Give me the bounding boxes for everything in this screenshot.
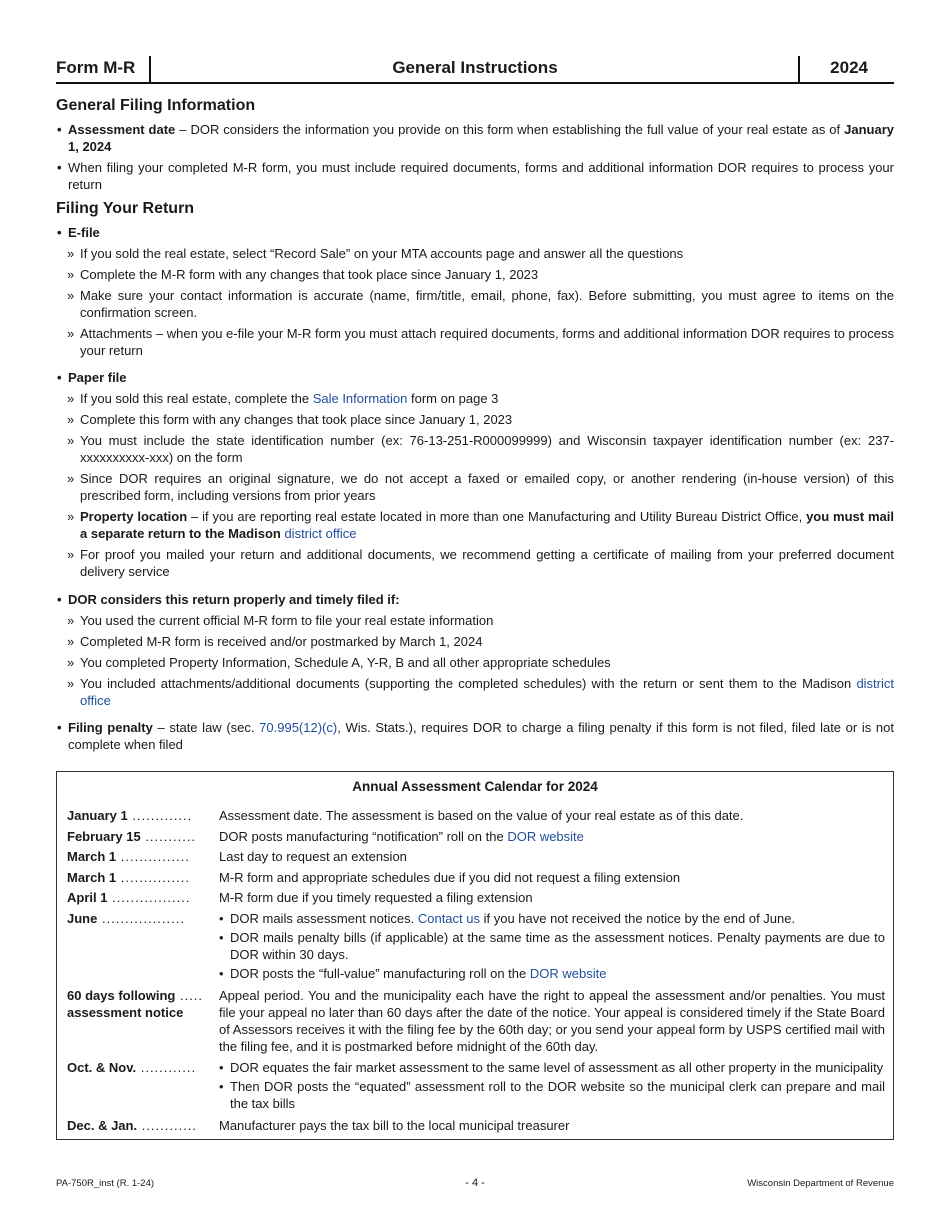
list-item: • Filing penalty – state law (sec. 70.995(12)(c), Wis. Stats.), requires DOR to charge a filing penalty if this form is not filed, filed late or is not complete when filed: [56, 719, 894, 753]
list-item: • When filing your completed M-R form, you must include required documents, forms and additional information DOR requires to process your return: [56, 159, 894, 193]
dor-website-link[interactable]: DOR website: [529, 965, 607, 981]
list-item: » Make sure your contact information is accurate (name, firm/title, email, phone, fax). Before submitting, you must agree to items on the confirmation screen.: [56, 287, 894, 321]
section-heading-filing: Filing Your Return: [56, 200, 195, 217]
form-number: Form M-R: [56, 58, 136, 77]
form-header: [56, 56, 894, 84]
list-item: » If you sold the real estate, select “Record Sale” on your MTA accounts page and answer all the questions: [56, 245, 894, 262]
calendar-row: Oct. & Nov. ............ • DOR equates the fair market assessment to the same level of assessment as all other property in the municipality • Then DOR posts the “equated” assessment roll to the DOR website so the municipal clerk can prepare and mail the tax bills: [67, 1059, 885, 1114]
list-item: » You included attachments/additional documents (supporting the completed schedules) with the return or sent them to the Madison district office: [56, 675, 894, 709]
general-info-list: [56, 121, 894, 197]
calendar-row: March 1 ............... Last day to request an extension: [67, 849, 407, 864]
list-item: » Completed M-R form is received and/or postmarked by March 1, 2024: [56, 633, 894, 650]
section-heading-general: General Filing Information: [56, 97, 256, 114]
timely-filed-list: [56, 591, 894, 713]
paper-file-list: [56, 369, 894, 584]
form-year: 2024: [830, 58, 868, 77]
calendar-title: Annual Assessment Calendar for 2024: [352, 779, 598, 794]
list-item: » You completed Property Information, Schedule A, Y-R, B and all other appropriate schedules: [56, 654, 894, 671]
calendar-row: January 1 ............. Assessment date. The assessment is based on the value of your real estate as of this date.: [67, 808, 744, 823]
calendar-row: 60 days following ..... assessment notice Appeal period. You and the municipality each have the right to appeal the assessment and/or penalties. You must file your appeal no later than 60 days after the date of the notice. Your appeal is considered timely if the State Board of Assessors receives it with the filing fee by the 60th day; or you send your appeal form by USPS certified mail with the filing fee, and it is postmarked before midnight of the 60th day.: [67, 988, 885, 1054]
contact-us-link[interactable]: Contact us: [417, 910, 480, 926]
list-item: » For proof you mailed your return and additional documents, we recommend getting a certificate of mailing from your preferred document delivery service: [56, 546, 894, 580]
list-item: » Complete the M-R form with any changes that took place since January 1, 2023: [56, 266, 894, 283]
calendar-row: Dec. & Jan. ............ Manufacturer pays the tax bill to the local municipal treasurer: [67, 1118, 570, 1133]
list-item: » You must include the state identification number (ex: 76-13-251-R000099999) and Wisconsin taxpayer identification number (ex: 237-xxxxxxxxxx-xxx) on the form: [56, 432, 894, 466]
header-divider: [798, 56, 800, 82]
dor-website-link[interactable]: DOR website: [507, 828, 584, 844]
list-item: » You used the current official M-R form to file your real estate information: [56, 612, 894, 629]
list-item: » Attachments – when you e-file your M-R form you must attach required documents, forms and additional information DOR requires to process your return: [56, 325, 894, 359]
list-item: • Assessment date – DOR considers the information you provide on this form when establishing the full value of your real estate as of January 1, 2024: [56, 121, 894, 155]
page-title: General Instructions: [392, 58, 558, 77]
list-item: • E-file: [56, 224, 894, 241]
district-office-link[interactable]: district office: [284, 526, 357, 541]
assessment-calendar: [56, 771, 894, 1140]
list-item: » Property location – if you are reporting real estate located in more than one Manufacturing and Utility Bureau District Office, you must mail a separate return to the Madison district office: [56, 508, 894, 542]
sale-information-link[interactable]: Sale Information: [312, 391, 408, 406]
agency-name: Wisconsin Department of Revenue: [747, 1178, 894, 1189]
page-number: - 4 -: [465, 1177, 485, 1189]
efile-list: [56, 224, 894, 363]
list-item: • DOR considers this return properly and timely filed if:: [56, 591, 894, 608]
calendar-row: March 1 ............... M-R form and appropriate schedules due if you did not request a filing extension: [67, 869, 681, 885]
list-item: » Complete this form with any changes that took place since January 1, 2023: [56, 411, 894, 428]
filing-penalty: [56, 719, 894, 757]
calendar-row: April 1 ................. M-R form due if you timely requested a filing extension: [67, 890, 533, 905]
list-item: » Since DOR requires an original signature, we do not accept a faxed or emailed copy, or another rendering (in-house version) of this prescribed form, including versions from prior years: [56, 470, 894, 504]
form-code: PA-750R_inst (R. 1-24): [56, 1178, 155, 1189]
district-office-link[interactable]: district office: [80, 676, 894, 708]
calendar-row: February 15 ........... DOR posts manufacturing “notification” roll on the DOR website: [67, 828, 584, 844]
calendar-row: June .................. • DOR mails assessment notices. Contact us if you have not received the notice by the end of June. • DOR mails penalty bills (if applicable) at the same time as the assessment notices. Penalty payments are due to DOR within 30 days. • DOR posts the “full-value” manufacturing roll on the DOR website: [67, 910, 885, 984]
statute-link[interactable]: 70.995(12)(c): [259, 720, 338, 735]
list-item: • Paper file: [56, 369, 894, 386]
list-item: » If you sold this real estate, complete the Sale Information form on page 3: [56, 390, 894, 407]
